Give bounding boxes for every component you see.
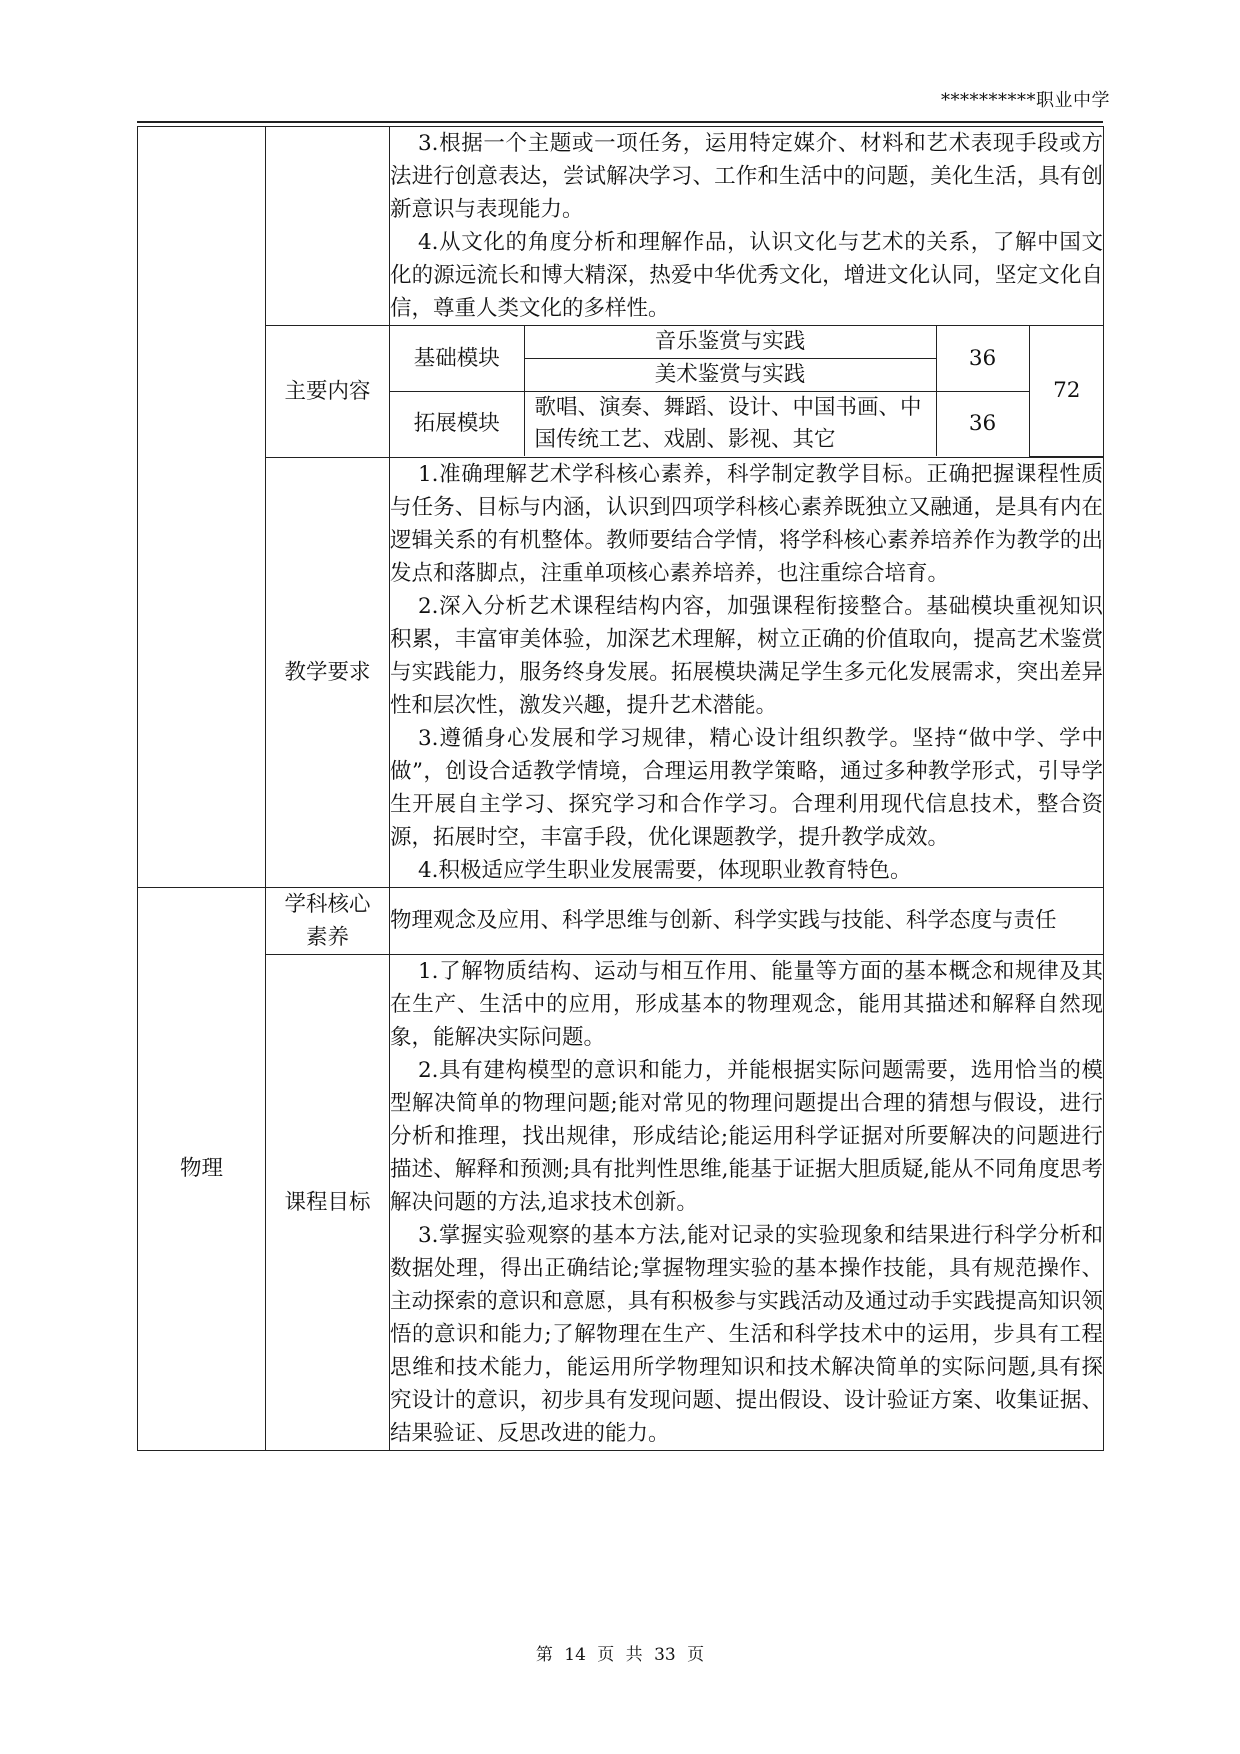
teaching-req-2: 2.深入分析艺术课程结构内容，加强课程衔接整合。基础模块重视知识积累，丰富审美体验，加深艺术理解，树立正确的价值取向，提高艺术鉴赏与实践能力，服务终身发展。拓展模块满足学生多元化发展需求，突出差异性和层次性，激发兴趣，提升艺术潜能。 (390, 593, 1103, 718)
physics-goals-text (390, 954, 1104, 1450)
basic-module-hours: 36 (936, 326, 1029, 392)
art-teaching-text (390, 457, 1104, 887)
teaching-req-1: 1.准确理解艺术学科核心素养，科学制定教学目标。正确把握课程性质与任务、目标与内涵，认识到四项学科核心素养既独立又融通，是具有内在逻辑关系的有机整体。教师要结合学情，将学科核心素养培养作为教学的出发点和落脚点，注重单项核心素养培养，也注重综合培育。 (390, 461, 1103, 586)
art-goals-text (390, 127, 1104, 326)
curriculum-table (137, 126, 1104, 1451)
physics-goals-label: 课程目标 (266, 954, 390, 1450)
basic-module-label: 基础模块 (390, 326, 524, 392)
extension-module-hours: 36 (936, 392, 1029, 457)
physics-core-row (138, 887, 1104, 954)
basic-module-item-fine-art: 美术鉴赏与实践 (524, 359, 936, 392)
art-teaching-row (138, 457, 1104, 887)
physics-core-text (390, 887, 1104, 954)
art-content-row (138, 326, 1104, 458)
extension-module-label: 拓展模块 (390, 392, 524, 457)
art-goals-row (138, 127, 1104, 326)
physics-subject-cell: 物理 (138, 887, 266, 1450)
teaching-req-3: 3.遵循身心发展和学习规律，精心设计组织教学。坚持“做中学、学中做”，创设合适教学情境，合理运用教学策略，通过多种教学形式，引导学生开展自主学习、探究学习和合作学习。合理利用现代信息技术，整合资源，拓展时空，丰富手段，优化课题教学，提升教学成效。 (390, 725, 1103, 850)
module-table (390, 326, 1104, 457)
art-teaching-label: 教学要求 (266, 457, 390, 887)
art-content-cell (390, 326, 1104, 458)
total-hours: 72 (1029, 326, 1104, 456)
teaching-req-4: 4.积极适应学生职业发展需要，体现职业教育特色。 (417, 857, 912, 883)
art-goal-4: 4.从文化的角度分析和理解作品，认识文化与艺术的关系，了解中国文化的源远流长和博大精深，热爱中华优秀文化，增进文化认同，坚定文化自信，尊重人类文化的多样性。 (390, 230, 1103, 321)
school-header: **********职业中学 (941, 90, 1110, 111)
physics-goal-1: 1.了解物质结构、运动与相互作用、能量等方面的基本概念和规律及其在生产、生活中的应用，形成基本的物理观念，能用其描述和解释自然现象，能解决实际问题。 (390, 958, 1103, 1050)
physics-goal-2: 2.具有建构模型的意识和能力，并能根据实际问题需要，选用恰当的模型解决简单的物理问题;能对常见的物理问题提出合理的猜想与假设，进行分析和推理，找出规律，形成结论;能运用科学证据对所要解决的问题进行描述、解释和预测;具有批判性思维,能基于证据大胆质疑,能从不同角度思考解决问题的方法,追求技术创新。 (390, 1057, 1103, 1215)
basic-module-item-music: 音乐鉴赏与实践 (524, 326, 936, 359)
header-rule (137, 121, 1103, 123)
page-number: 第 14 页 共 33 页 (535, 1645, 705, 1665)
physics-goals-row (138, 954, 1104, 1450)
art-goals-label-cell (266, 127, 390, 326)
art-goal-3: 3.根据一个主题或一项任务，运用特定媒介、材料和艺术表现手段或方法进行创意表达，尝试解决学习、工作和生活中的问题，美化生活，具有创新意识与表现能力。 (390, 131, 1103, 222)
art-subject-cell (138, 127, 266, 888)
art-content-label: 主要内容 (266, 326, 390, 458)
physics-core-label: 学科核心素养 (266, 887, 390, 954)
physics-core-competencies: 物理观念及应用、科学思维与创新、科学实践与技能、科学态度与责任 (390, 908, 1057, 933)
extension-module-items: 歌唱、演奏、舞蹈、设计、中国书画、中国传统工艺、戏剧、影视、其它 (524, 392, 936, 457)
physics-goal-3: 3.掌握实验观察的基本方法,能对记录的实验现象和结果进行科学分析和数据处理，得出正确结论;掌握物理实验的基本操作技能，具有规范操作、主动探索的意识和意愿，具有积极参与实践活动及通过动手实践提高知识领悟的意识和能力;了解物理在生产、生活和科学技术中的运用，步具有工程思维和技术能力，能运用所学物理知识和技术解决简单的实际问题,具有探究设计的意识，初步具有发现问题、提出假设、设计验证方案、收集证据、结果验证、反思改进的能力。 (390, 1222, 1103, 1446)
